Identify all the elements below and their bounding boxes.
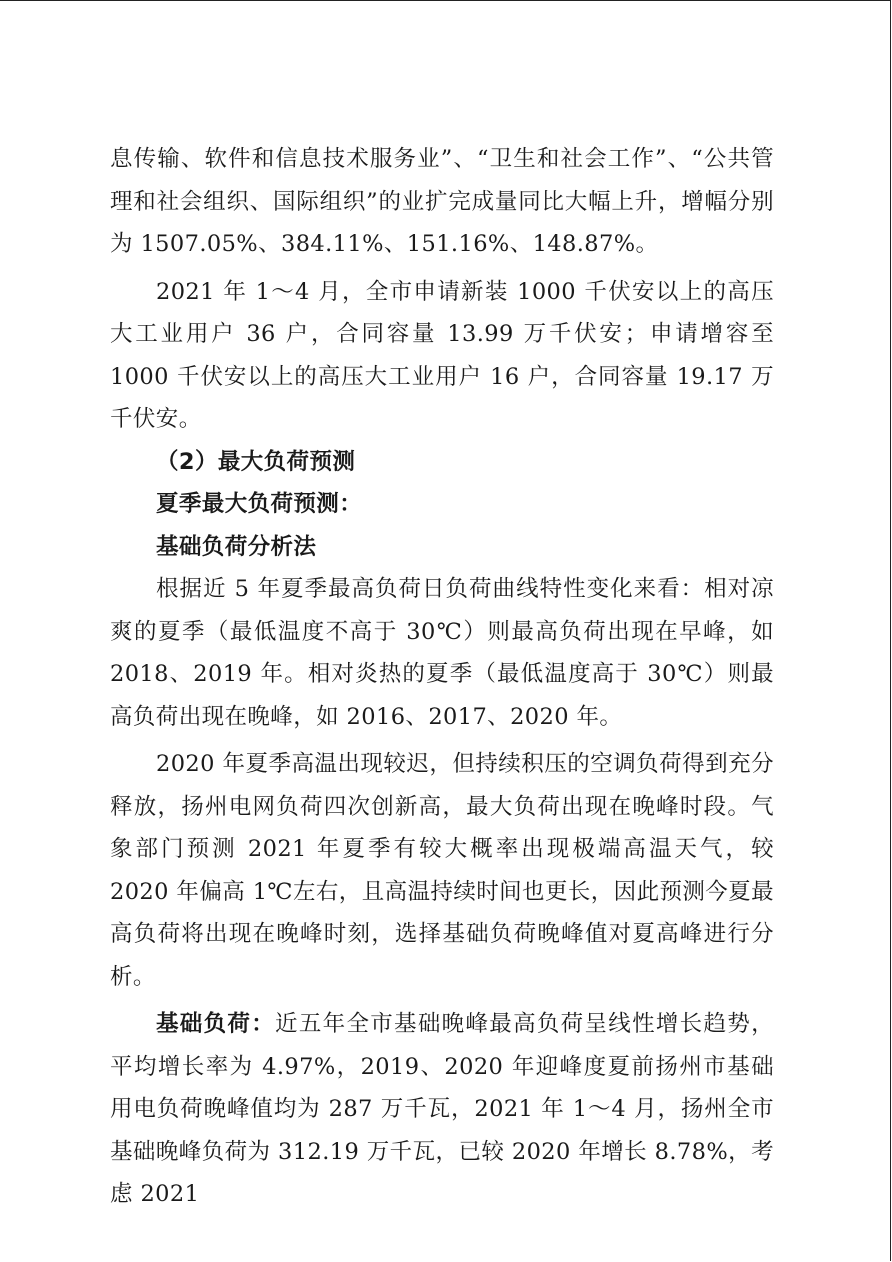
heading-summer-forecast: 夏季最大负荷预测： [156, 491, 363, 517]
base-load-text: 近五年全市基础晚峰最高负荷呈线性增长趋势，平均增长率为 4.97%，2019、2020 年迎峰度夏前扬州市基础用电负荷晚峰值均为 287 万千瓦，2021 年 1～4 月，扬州全市基础晚峰负荷为 312.19 万千瓦，已较 2020 年增长 8.78%，考虑 2021 [110, 1011, 774, 1207]
paragraph-load-curve: 根据近 5 年夏季最高负荷日负荷曲线特性变化来看：相对凉爽的夏季（最低温度不高于 30℃）则最高负荷出现在早峰，如 2018、2019 年。相对炎热的夏季（最低温度高于 30℃）则最高负荷出现在晚峰，如 2016、2017、2020 年。 [110, 576, 774, 730]
heading-base-load-method: 基础负荷分析法 [156, 533, 317, 560]
base-load-label: 基础负荷： [156, 1011, 276, 1037]
paragraph-high-voltage-users: 2021 年 1～4 月，全市申请新装 1000 千伏安以上的高压大工业用户 36 户，合同容量 13.99 万千伏安；申请增容至 1000 千伏安以上的高压大工业用户 16 户，合同容量 19.17 万千伏安。 [110, 278, 774, 432]
paragraph-industry-growth: 息传输、软件和信息技术服务业”、“卫生和社会工作”、“公共管理和社会组织、国际组织”的业扩完成量同比大幅上升，增幅分别为 1507.05%、384.11%、151.16%、148.87%。 [110, 146, 774, 257]
document-body [110, 138, 774, 1216]
paragraph-2020-summer: 2020 年夏季高温出现较迟，但持续积压的空调负荷得到充分释放，扬州电网负荷四次创新高，最大负荷出现在晚峰时段。气象部门预测 2021 年夏季有较大概率出现极端高温天气，较 2020 年偏高 1℃左右，且高温持续时间也更长，因此预测今夏最高负荷将出现在晚峰时刻，选择基础负荷晚峰值对夏高峰进行分析。 [110, 751, 774, 990]
heading-max-load-forecast: （2）最大负荷预测 [156, 448, 356, 475]
paragraph-base-load [110, 1003, 774, 1216]
